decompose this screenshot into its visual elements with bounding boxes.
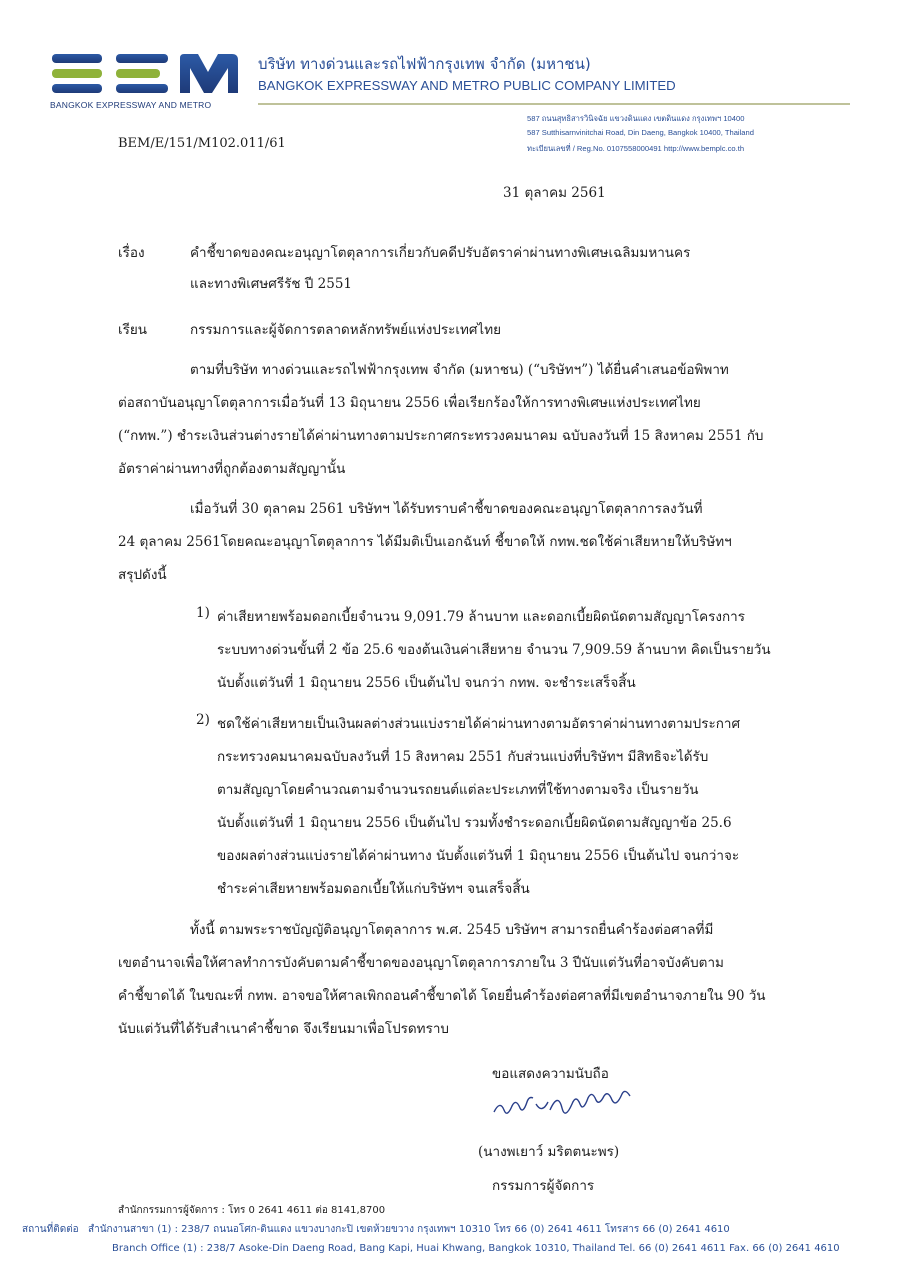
signer-title: กรรมการผู้จัดการ (492, 1178, 595, 1194)
list-item-line: ของผลต่างส่วนแบ่งรายได้ค่าผ่านทาง นับตั้งแต่วันที่ 1 มิถุนายน 2556 เป็นต้นไป จนกว่าจะ (217, 848, 740, 864)
logo-text: BEM (50, 48, 53, 49)
paragraph-line: 24 ตุลาคม 2561โดยคณะอนุญาโตตุลาการ ได้มีมติเป็นเอกฉันท์ ชี้ขาดให้ กทพ.ชดใช้ค่าเสียหายให้บริษัทฯ (118, 534, 732, 550)
recipient-label: เรียน (118, 322, 148, 338)
signer-name: (นางพเยาว์ มริตตนะพร) (478, 1144, 620, 1160)
paragraph-line: ต่อสถาบันอนุญาโตตุลาการเมื่อวันที่ 13 มิถุนายน 2556 เพื่อเรียกร้องให้การทางพิเศษแห่งประเทศไทย (118, 395, 701, 411)
closing: ขอแสดงความนับถือ (492, 1066, 609, 1082)
footer-branch-en: Branch Office (1) : 238/7 Asoke-Din Daeng Road, Bang Kapi, Huai Khwang, Bangkok 10310, Thailand Tel. 66 (0) 2641 4611 Fax. 66 (0) 2641 4610 (112, 1243, 840, 1254)
logo-subtitle: BANGKOK EXPRESSWAY AND METRO (50, 100, 212, 110)
list-number: 1) (196, 605, 210, 621)
paragraph-line: คำชี้ขาดได้ ในขณะที่ กทพ. อาจขอให้ศาลเพิกถอนคำชี้ขาดได้ โดยยื่นคำร้องต่อศาลที่มีเขตอำนาจภายใน 90 วัน (118, 988, 766, 1004)
paragraph-line: (“กทพ.”) ชำระเงินส่วนต่างรายได้ค่าผ่านทางตามประกาศกระทรวงคมนาคม ฉบับลงวันที่ 15 สิงหาคม 2551 กับ (118, 428, 764, 444)
list-item-line: ระบบทางด่วนขั้นที่ 2 ข้อ 25.6 ของต้นเงินค่าเสียหาย จำนวน 7,909.59 ล้านบาท คิดเป็นรายวัน (217, 642, 771, 658)
company-name-th: บริษัท ทางด่วนและรถไฟฟ้ากรุงเทพ จำกัด (มหาชน) (258, 55, 591, 73)
reference-number: BEM/E/151/M102.011/61 (118, 136, 286, 151)
list-item-line: นับตั้งแต่วันที่ 1 มิถุนายน 2556 เป็นต้นไป จนกว่า กทพ. จะชำระเสร็จสิ้น (217, 675, 636, 691)
paragraph-line: สรุปดังนี้ (118, 567, 167, 583)
list-item-line: กระทรวงคมนาคมฉบับลงวันที่ 15 สิงหาคม 2551 กับส่วนแบ่งที่บริษัทฯ มีสิทธิจะได้รับ (217, 749, 709, 765)
letter-date: 31 ตุลาคม 2561 (503, 185, 606, 201)
address-th: 587 ถนนสุทธิสารวินิจฉัย แขวงดินแดง เขตดินแดง กรุงเทพฯ 10400 (527, 114, 745, 123)
address-en: 587 Sutthisarnvinitchai Road, Din Daeng, Bangkok 10400, Thailand (527, 128, 754, 137)
header-divider (258, 103, 850, 105)
footer-head-office: สำนักกรรมการผู้จัดการ : โทร 0 2641 4611 ต่อ 8141,8700 (118, 1205, 386, 1216)
list-item-line: ค่าเสียหายพร้อมดอกเบี้ยจำนวน 9,091.79 ล้านบาท และดอกเบี้ยผิดนัดตามสัญญาโครงการ (217, 609, 745, 625)
subject-line: คำชี้ขาดของคณะอนุญาโตตุลาการเกี่ยวกับคดีปรับอัตราค่าผ่านทางพิเศษเฉลิมมหานคร (190, 245, 691, 261)
list-item-line: ชดใช้ค่าเสียหายเป็นเงินผลต่างส่วนแบ่งรายได้ค่าผ่านทางตามอัตราค่าผ่านทางตามประกาศ (217, 716, 741, 732)
paragraph-line: นับแต่วันที่ได้รับสำเนาคำชี้ขาด จึงเรียนมาเพื่อโปรดทราบ (118, 1021, 449, 1037)
list-item-line: ตามสัญญาโดยคำนวณตามจำนวนรถยนต์แต่ละประเภทที่ใช้ทางตามจริง เป็นรายวัน (217, 782, 699, 798)
recipient: กรรมการและผู้จัดการตลาดหลักทรัพย์แห่งประเทศไทย (190, 322, 502, 338)
bem-logo (50, 48, 242, 100)
paragraph-line: ทั้งนี้ ตามพระราชบัญญัติอนุญาโตตุลาการ พ.ศ. 2545 บริษัทฯ สามารถยื่นคำร้องต่อศาลที่มี (190, 922, 714, 938)
subject-label: เรื่อง (118, 245, 145, 261)
company-name-en: BANGKOK EXPRESSWAY AND METRO PUBLIC COMPANY LIMITED (258, 78, 676, 93)
footer-branch-th: สำนักงานสาขา (1) : 238/7 ถนนอโศก-ดินแดง แขวงบางกะปิ เขตห้วยขวาง กรุงเทพฯ 10310 โทร 66 (0) 2641 4611 โทรสาร 66 (0) 2641 4610 (88, 1224, 730, 1235)
signature (488, 1090, 648, 1124)
paragraph-line: อัตราค่าผ่านทางที่ถูกต้องตามสัญญานั้น (118, 461, 346, 477)
paragraph-line: เขตอำนาจเพื่อให้ศาลทำการบังคับตามคำชี้ขาดของอนุญาโตตุลาการภายใน 3 ปีนับแต่วันที่อาจบังคับตาม (118, 955, 724, 971)
subject-line: และทางพิเศษศรีรัช ปี 2551 (190, 276, 353, 292)
list-item-line: ชำระค่าเสียหายพร้อมดอกเบี้ยให้แก่บริษัทฯ จนเสร็จสิ้น (217, 881, 530, 897)
footer-contact-label: สถานที่ติดต่อ (22, 1224, 79, 1235)
list-item-line: นับตั้งแต่วันที่ 1 มิถุนายน 2556 เป็นต้นไป รวมทั้งชำระดอกเบี้ยผิดนัดตามสัญญาข้อ 25.6 (217, 815, 732, 831)
list-number: 2) (196, 712, 210, 728)
paragraph-line: เมื่อวันที่ 30 ตุลาคม 2561 บริษัทฯ ได้รับทราบคำชี้ขาดของคณะอนุญาโตตุลาการลงวันที่ (190, 501, 703, 517)
registration-number: ทะเบียนเลขที่ / Reg.No. 0107558000491 http://www.bemplc.co.th (527, 144, 745, 153)
paragraph-line: ตามที่บริษัท ทางด่วนและรถไฟฟ้ากรุงเทพ จำกัด (มหาชน) (“บริษัทฯ”) ได้ยื่นคำเสนอข้อพิพาท (190, 362, 729, 378)
